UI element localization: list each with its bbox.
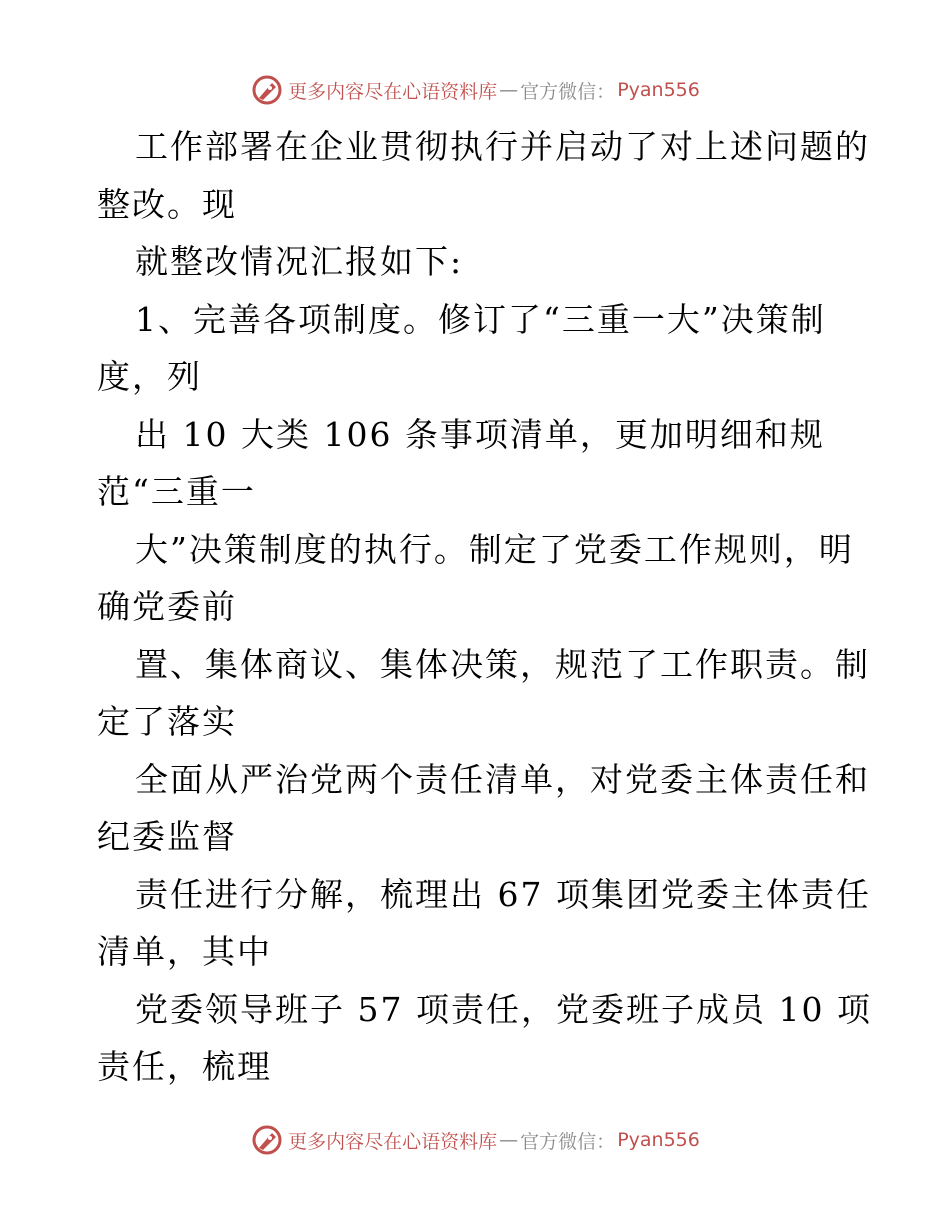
- text-line: 整改。现: [97, 184, 237, 224]
- text-line: 责任，梳理: [97, 1047, 272, 1086]
- text-line: 工作部署在企业贯彻执行并启动了对上述问题的: [135, 127, 870, 166]
- text-line: 出 10 大类 106 条事项清单，更加明细和规: [135, 414, 825, 454]
- watermark-separator: —: [499, 79, 519, 101]
- text-line: 大”决策制度的执行。制定了党委工作规则，明: [135, 529, 854, 569]
- watermark-wechat-id: Pyan556: [617, 79, 700, 101]
- text-line: 度，列: [97, 357, 202, 396]
- watermark-label: 官方微信：: [520, 1130, 616, 1153]
- text-line: 确党委前: [97, 587, 237, 626]
- watermark-wechat-id: Pyan556: [617, 1129, 700, 1151]
- text-line: 1、完善各项制度。修订了“三重一大”决策制: [135, 299, 826, 339]
- watermark-text: 更多内容尽在心语资料库: [288, 80, 498, 103]
- watermark-footer: [0, 1122, 950, 1158]
- text-line: 就整改情况汇报如下:: [135, 242, 464, 281]
- text-line: 责任进行分解，梳理出 67 项集团党委主体责任: [135, 874, 871, 914]
- text-line: 置、集体商议、集体决策，规范了工作职责。制: [135, 644, 870, 684]
- text-line: 定了落实: [97, 702, 237, 741]
- pen-nib-swirl-icon: [250, 73, 284, 107]
- watermark-label: 官方微信：: [520, 80, 616, 103]
- text-line: 全面从严治党两个责任清单，对党委主体责任和: [135, 759, 870, 799]
- watermark-header: [0, 72, 950, 108]
- document-body: [97, 118, 872, 1096]
- text-line: 范“三重一: [97, 472, 256, 511]
- text-line: 清单，其中: [97, 932, 272, 971]
- watermark-separator: —: [499, 1129, 519, 1151]
- pen-nib-swirl-icon: [250, 1123, 284, 1157]
- text-line: 党委领导班子 57 项责任，党委班子成员 10 项: [135, 989, 872, 1029]
- watermark-text: 更多内容尽在心语资料库: [288, 1130, 498, 1153]
- text-line: 纪委监督: [97, 817, 237, 856]
